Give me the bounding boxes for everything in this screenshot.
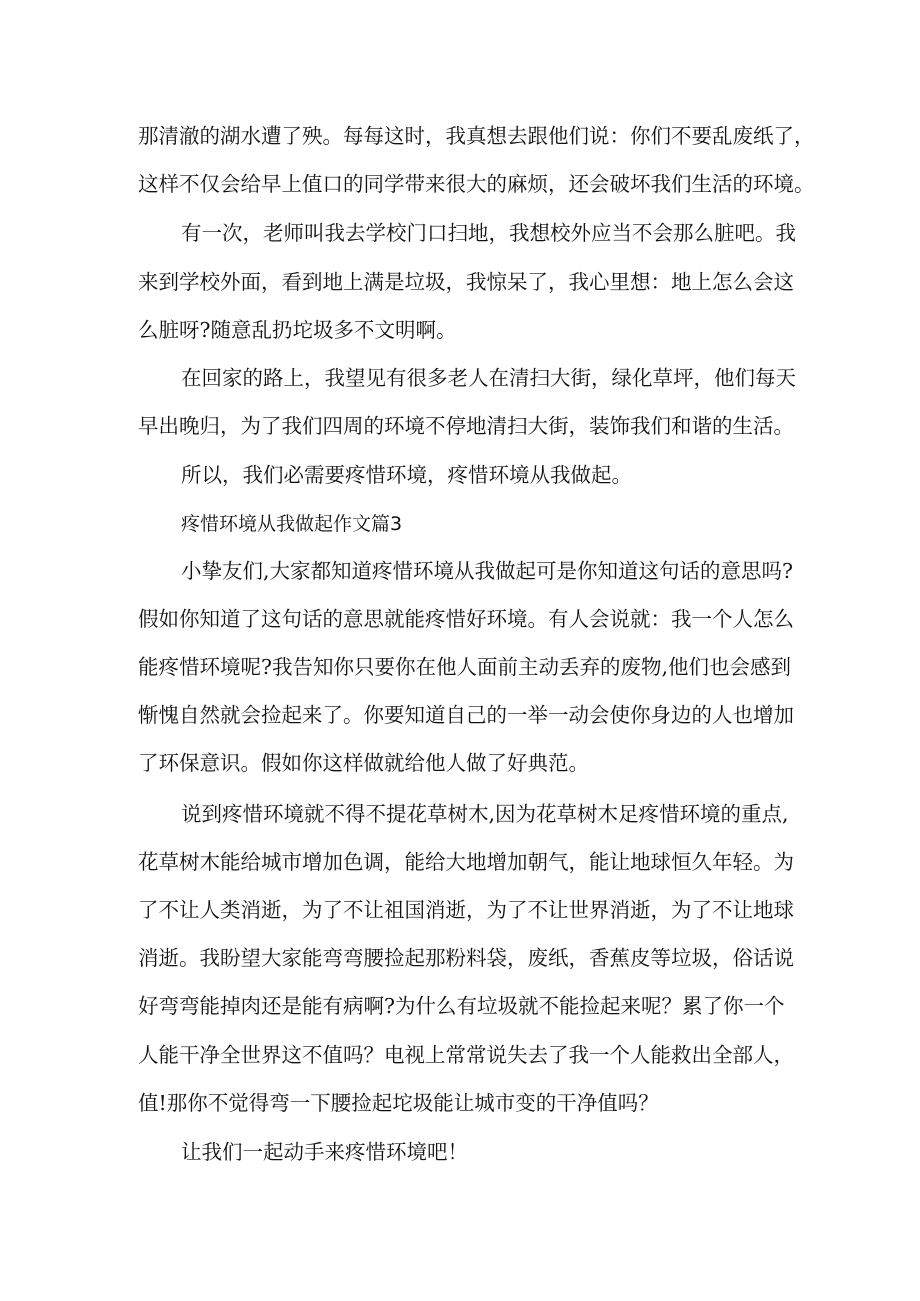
paragraph-2-line-3: 么脏呀?随意乱扔坨圾多不文明啊。: [138, 318, 457, 342]
paragraph-5-line-4: 惭愧自然就会捡起来了。你要知道自己的一举一动会使你身边的人也增加: [138, 703, 794, 727]
paragraph-1-line-2: 这样不仅会给早上值口的同学带来很大的麻烦，还会破坏我们生活的环境。: [138, 172, 815, 196]
paragraph-5-line-5: 了环保意识。假如你这样做就给他人做了好典范。: [138, 751, 589, 775]
paragraph-2-line-2: 来到学校外面，看到地上满是垃圾，我惊呆了，我心里想：地上怎么会这: [138, 270, 794, 294]
paragraph-6-line-4: 消逝。我盼望大家能弯弯腰捡起那粉料袋，废纸，香蕉皮等垃圾，俗话说: [138, 946, 794, 970]
paragraph-5-line-1: 小挚友们,大家都知道疼惜环境从我做起可是你知道这句话的意思吗?: [181, 559, 794, 583]
paragraph-3-line-1: 在回家的路上，我望见有很多老人在清扫大街，绿化草坪，他们每天: [181, 366, 796, 390]
paragraph-6-line-6: 人能干净全世界这不值吗？电视上常常说失去了我一个人能救出全部人，: [138, 1043, 794, 1067]
section-heading: 疼惜环境从我做起作文篇3: [181, 513, 403, 535]
paragraph-6-line-2: 花草树木能给城市增加色调，能给大地增加朝气，能让地球恒久年轻。为: [138, 850, 794, 874]
paragraph-5-line-2: 假如你知道了这句话的意思就能疼惜好环境。有人会说就：我一个人怎么: [138, 607, 794, 631]
paragraph-4-line-1: 所以，我们必需要疼惜环境，疼惜环境从我做起。: [181, 463, 632, 487]
paragraph-1-line-1: 那清澈的湖水遭了殃。每每这时，我真想去跟他们说：你们不要乱废纸了，: [138, 124, 815, 148]
paragraph-6-line-5: 好弯弯能掉肉还是能有病啊?为什么有垃圾就不能捡起来呢？累了你一个: [138, 994, 785, 1018]
paragraph-3-line-2: 早出晚归，为了我们四周的环境不停地清扫大街，装饰我们和谐的生活。: [138, 414, 794, 438]
paragraph-6-line-3: 了不让人类消逝，为了不让祖国消逝，为了不让世界消逝，为了不让地球: [138, 898, 794, 922]
paragraph-6-line-1: 说到疼惜环境就不得不提花草树木,因为花草树木足疼惜环境的重点,: [181, 802, 789, 826]
paragraph-5-line-3: 能疼惜环境呢?我告知你只要你在他人面前主动丢弃的废物,他们也会感到: [138, 655, 792, 679]
paragraph-2-line-1: 有一次，老师叫我去学校门口扫地，我想校外应当不会那么脏吧。我: [181, 221, 796, 245]
paragraph-7-line-1: 让我们一起动手来疼惜环境吧！: [181, 1140, 468, 1164]
paragraph-6-line-7: 值!那你不觉得弯一下腰捡起坨圾能让城市变的干净值吗？: [138, 1091, 659, 1115]
